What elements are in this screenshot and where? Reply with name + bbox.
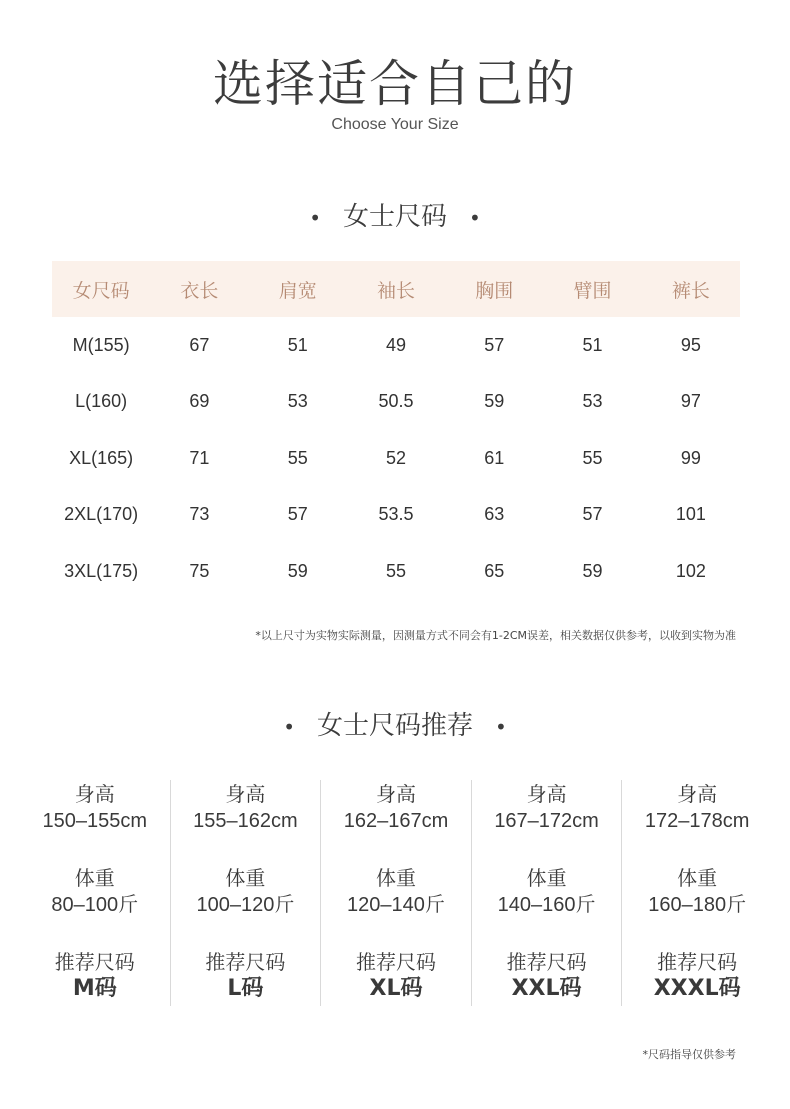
height-label: 身高: [74, 782, 115, 806]
recommend-column-xxl: [471, 780, 622, 1006]
table-row: [52, 317, 740, 374]
bullet-dot-right: •: [495, 714, 507, 739]
recommendation-note: *尺码指导仅供参考: [642, 1048, 736, 1061]
header-size: 女尺码: [52, 261, 150, 317]
bullet-dot-right: •: [469, 205, 481, 230]
bullet-dot-left: •: [309, 205, 321, 230]
size-table: [52, 261, 740, 600]
recommended-size-label: 推荐尺码: [205, 950, 286, 974]
recommended-size-label: 推荐尺码: [657, 950, 738, 974]
header-sleeve: 袖长: [347, 261, 445, 317]
table-row: [52, 430, 740, 487]
table-row: [52, 487, 740, 544]
weight-label: 体重: [677, 866, 718, 890]
weight-label: 体重: [225, 866, 266, 890]
header-shoulder: 肩宽: [249, 261, 347, 317]
table-cell: 50.5: [378, 391, 414, 412]
table-row: [52, 374, 740, 431]
weight-value: 140–160斤: [497, 894, 596, 916]
table-cell: M(155): [72, 334, 130, 355]
weight-label: 体重: [74, 866, 115, 890]
table-cell: 63: [484, 504, 505, 525]
recommended-size-value: XL码: [369, 976, 423, 1001]
table-cell: 69: [189, 391, 210, 412]
height-value: 172–178cm: [644, 810, 750, 832]
weight-value: 120–140斤: [347, 894, 445, 916]
table-header-row: [52, 261, 740, 317]
table-cell: 53.5: [378, 504, 414, 525]
table-cell: L(160): [75, 391, 128, 412]
recommended-size-value: L码: [227, 976, 264, 1001]
weight-label: 体重: [526, 866, 567, 890]
recommend-column-xl: [320, 780, 471, 1006]
section-title-size-chart: [0, 196, 790, 233]
height-value: 150–155cm: [42, 810, 148, 832]
table-cell: 102: [675, 560, 706, 581]
header-chest: 胸围: [445, 261, 543, 317]
table-cell: 51: [582, 334, 603, 355]
table-cell: 3XL(175): [64, 560, 139, 581]
table-cell: 55: [582, 447, 603, 468]
header-pants-length: 裤长: [642, 261, 740, 317]
bullet-dot-left: •: [283, 714, 295, 739]
recommended-size-value: M码: [72, 976, 117, 1001]
height-value: 155–162cm: [193, 810, 298, 832]
table-cell: 2XL(170): [64, 504, 139, 525]
table-cell: 101: [675, 504, 706, 525]
table-cell: 65: [484, 560, 505, 581]
section-title-text: 女士尺码: [342, 202, 447, 232]
header-length: 衣长: [150, 261, 248, 317]
table-cell: 99: [680, 447, 701, 468]
recommended-size-label: 推荐尺码: [355, 950, 436, 974]
weight-label: 体重: [375, 866, 416, 890]
recommended-size-label: 推荐尺码: [506, 950, 587, 974]
recommend-column-xxxl: [621, 780, 772, 1006]
recommended-size-value: XXL码: [511, 976, 582, 1001]
table-cell: 59: [582, 560, 603, 581]
section-title-text: 女士尺码推荐: [316, 711, 473, 741]
page-title: 选择适合自己的: [213, 55, 577, 113]
table-cell: 73: [189, 504, 210, 525]
table-cell: 55: [385, 560, 406, 581]
table-cell: 51: [287, 334, 308, 355]
table-cell: 59: [484, 391, 505, 412]
table-cell: XL(165): [69, 447, 134, 468]
weight-value: 100–120斤: [196, 894, 295, 916]
header-arm: 臂围: [543, 261, 641, 317]
table-cell: 57: [582, 504, 603, 525]
weight-value: 160–180斤: [648, 894, 747, 916]
size-recommendation-grid: [20, 780, 772, 1006]
table-cell: 71: [189, 447, 210, 468]
recommend-column-m: [20, 780, 170, 1006]
height-label: 身高: [375, 782, 416, 806]
page-subtitle: Choose Your Size: [331, 116, 459, 133]
table-cell: 55: [287, 447, 308, 468]
height-label: 身高: [677, 782, 718, 806]
table-cell: 53: [582, 391, 603, 412]
section-title-recommend: [0, 705, 790, 742]
recommended-size-label: 推荐尺码: [54, 950, 135, 974]
table-cell: 49: [385, 334, 406, 355]
table-cell: 59: [287, 560, 308, 581]
table-cell: 61: [484, 447, 505, 468]
table-cell: 67: [189, 334, 210, 355]
table-cell: 75: [189, 560, 210, 581]
table-row: [52, 543, 740, 600]
recommend-column-l: [170, 780, 321, 1006]
measurement-note: *以上尺寸为实物实际测量，因测量方式不同会有1-2CM误差，相关数据仅供参考，以收到实物为准: [255, 629, 736, 642]
height-value: 167–172cm: [494, 810, 599, 832]
table-cell: 57: [484, 334, 505, 355]
table-cell: 97: [680, 391, 701, 412]
table-cell: 53: [287, 391, 308, 412]
weight-value: 80–100斤: [51, 894, 139, 916]
table-cell: 95: [680, 334, 701, 355]
height-label: 身高: [526, 782, 567, 806]
table-cell: 57: [287, 504, 308, 525]
recommended-size-value: XXXL码: [653, 976, 741, 1001]
height-label: 身高: [225, 782, 266, 806]
table-cell: 52: [385, 447, 406, 468]
height-value: 162–167cm: [343, 810, 449, 832]
